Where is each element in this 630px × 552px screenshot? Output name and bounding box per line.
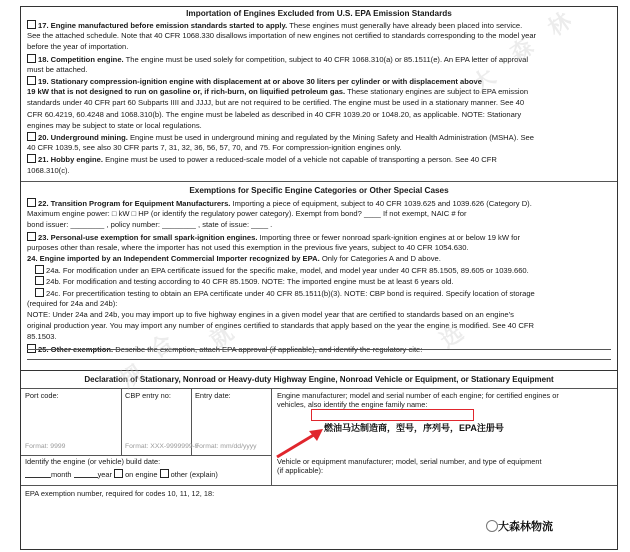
watermark-char: 选 xyxy=(435,319,468,353)
special-line: 24a. For modification under an EPA certificate issued for the specific make, model, and model year under 40 CFR 85.1505, 89.605 or 1039.660. xyxy=(35,265,529,275)
row-divider xyxy=(21,388,617,389)
excluded-line: before the year of importation. xyxy=(27,42,129,52)
special-line: 24. Engine imported by an Independent Commercial Importer recognized by EPA. Only for Categories A and D above. xyxy=(27,254,441,263)
watermark-char: 合 xyxy=(145,329,178,363)
exemption-checkbox[interactable] xyxy=(27,232,36,241)
watermark-char: 森 xyxy=(505,33,538,67)
brand-icon xyxy=(486,520,498,532)
exemption-checkbox[interactable] xyxy=(27,198,36,207)
special-line: 24b. For modification and testing according to 40 CFR 85.1509. NOTE: The imported engine must be at least 6 years old. xyxy=(35,276,454,286)
special-line: NOTE: Under 24a and 24b, you may import up to five highway engines in a given model year that are certified to standards based on an engine's xyxy=(27,310,514,319)
entry-date-label: Entry date: xyxy=(195,391,231,400)
highlight-box xyxy=(311,409,474,421)
excluded-line: 19. Stationary compression-ignition engine with displacement at or above 30 liters per cylinder or with displacement above xyxy=(27,76,482,86)
excluded-line: 1068.310(c). xyxy=(27,165,70,175)
chinese-annotation: 燃油马达制造商，型号，序列号，EPA注册号 xyxy=(324,423,504,433)
special-line: original production year. You may import any number of engines certified to standards that apply based on the year the engine is modified. See 40 CFR xyxy=(27,321,534,331)
special-title: Exemptions for Specific Engine Categories or Other Special Cases xyxy=(189,186,449,195)
engine-manufacturer-label: Engine manufacturer; model and serial number of each engine; for certified engines or vehicles, also identify the engine family name: xyxy=(277,391,559,409)
special-line: 25. Other exemption. Describe the exemption, attach EPA approval (if applicable), and identify the regulatory cite: xyxy=(27,344,422,354)
special-line: 85.1503. xyxy=(27,332,57,342)
excluded-line: 40 CFR 1039.5, see also 30 CFR parts 7, 31, 32, 36, 56, 57, 70, and 75. For compression-ignition engines only. xyxy=(27,143,402,153)
watermark-char: 大 xyxy=(467,63,500,97)
special-line: Maximum engine power: □ kW □ HP (or identify the regulatory power category). Exempt from bond? ____ If not exempt, NAIC # for xyxy=(27,209,467,219)
special-line: 24c. For precertification testing to obtain an EPA certificate under 40 CFR 85.1511(b)(3). NOTE: CBP bond is required. Specify location of storage xyxy=(35,288,535,298)
special-line: 22. Transition Program for Equipment Manufacturers. Importing a piece of equipment, subject to 40 CFR 1039.625 and 1039.626 (Category D). xyxy=(27,198,532,208)
section-divider xyxy=(21,181,617,182)
excluded-line: 18. Competition engine. The engine must be used solely for competition, subject to 40 CFR 1068.310(a) or 85.1511(e). An EPA letter of approval xyxy=(27,54,528,64)
watermark-char: 规 xyxy=(115,359,148,393)
excluded-line: engines may be subject to state or local regulations. xyxy=(27,120,202,130)
declaration-title: Declaration of Stationary, Nonroad or Heavy-duty Highway Engine, Nonroad Vehicle or Equipment, or Stationary Equipment xyxy=(84,375,554,384)
row-divider xyxy=(21,455,271,456)
cbp-entry-format: Format: XXX-9999999-9 xyxy=(125,443,199,450)
special-line: 23. Personal-use exemption for small spark-ignition engines. Importing three or fewer nonroad spark-ignition engines at or below 19 kW for xyxy=(27,232,520,242)
port-code-format: Format: 9999 xyxy=(25,443,66,450)
excluded-line: standards under 40 CFR part 60 Subparts IIII and JJJJ, but are not required to be certified. The engine must be used in a stationary manner. See 40 xyxy=(27,98,525,108)
excluded-line: 19 kW that is not designed to run on gasoline or, if rich-burn, on liquified petroleum gas. These stationary engines are subject to EPA emission xyxy=(27,87,529,97)
build-date-label: Identify the engine (or vehicle) build date: xyxy=(25,457,161,466)
exemption-25-line-1 xyxy=(27,349,611,350)
exemption-checkbox[interactable] xyxy=(27,76,36,85)
exemption-checkbox[interactable] xyxy=(27,54,36,63)
cbp-entry-label: CBP entry no: xyxy=(125,391,171,400)
excluded-line: 17. Engine manufactured before emission standards started to apply. These engines must generally have already been placed into service. xyxy=(27,20,522,30)
special-line: (required for 24a and 24b): xyxy=(27,298,118,308)
exemption-25-line-2 xyxy=(27,359,611,360)
exemption-checkbox[interactable] xyxy=(35,288,44,297)
excluded-line: See the attached schedule. Note that 40 CFR 1068.330 disallows importation of new engines not certified to standards corresponding to the model year xyxy=(27,31,537,41)
excluded-line: must be attached. xyxy=(27,64,88,74)
row-divider xyxy=(21,485,617,486)
epa-exemption-label: EPA exemption number, required for codes 10, 11, 12, 18: xyxy=(25,489,215,498)
entry-date-format: Format: mm/dd/yyyy xyxy=(195,443,257,450)
exemption-checkbox[interactable] xyxy=(27,154,36,163)
build-date-fields: month year on engine other (explain) xyxy=(25,469,218,479)
exemption-checkbox[interactable] xyxy=(27,20,36,29)
other-checkbox[interactable] xyxy=(160,469,169,478)
special-line: purposes other than resale, where the importer has not used this exemption in the previous five years, subject to 40 CFR 1054.630. xyxy=(27,242,469,252)
special-line: bond issuer: ________ , policy number: ________ , state of issue: ____ . xyxy=(27,220,273,230)
form-page xyxy=(20,6,618,550)
watermark-char: 就 xyxy=(205,319,238,353)
excluded-line: 20. Underground mining. Engine must be used in underground mining and regulated by the Mining Safety and Health Administration (MSHA). See xyxy=(27,132,534,142)
excluded-line: CFR 60.4219, 60.4248 and 1068.310(b). The engine must be labeled as described in 40 CFR 1039.20 or 1048.20, as applicable. NOTE: Stationary xyxy=(27,109,522,119)
exemption-checkbox[interactable] xyxy=(35,276,44,285)
excluded-line: 21. Hobby engine. Engine must be used to power a reduced-scale model of a vehicle not capable of transporting a person. See 40 CFR xyxy=(27,154,497,164)
on-engine-checkbox[interactable] xyxy=(114,469,123,478)
port-code-label: Port code: xyxy=(25,391,59,400)
vehicle-manufacturer-label: Vehicle or equipment manufacturer; model, serial number, and type of equipment (if applicable): xyxy=(277,457,542,475)
exemption-checkbox[interactable] xyxy=(27,132,36,141)
col-divider xyxy=(121,388,122,455)
exemption-checkbox[interactable] xyxy=(35,265,44,274)
brand-watermark: 大森林物流 xyxy=(498,521,553,533)
excluded-title: Importation of Engines Excluded from U.S. EPA Emission Standards xyxy=(186,9,452,18)
watermark-char: 林 xyxy=(543,7,576,41)
